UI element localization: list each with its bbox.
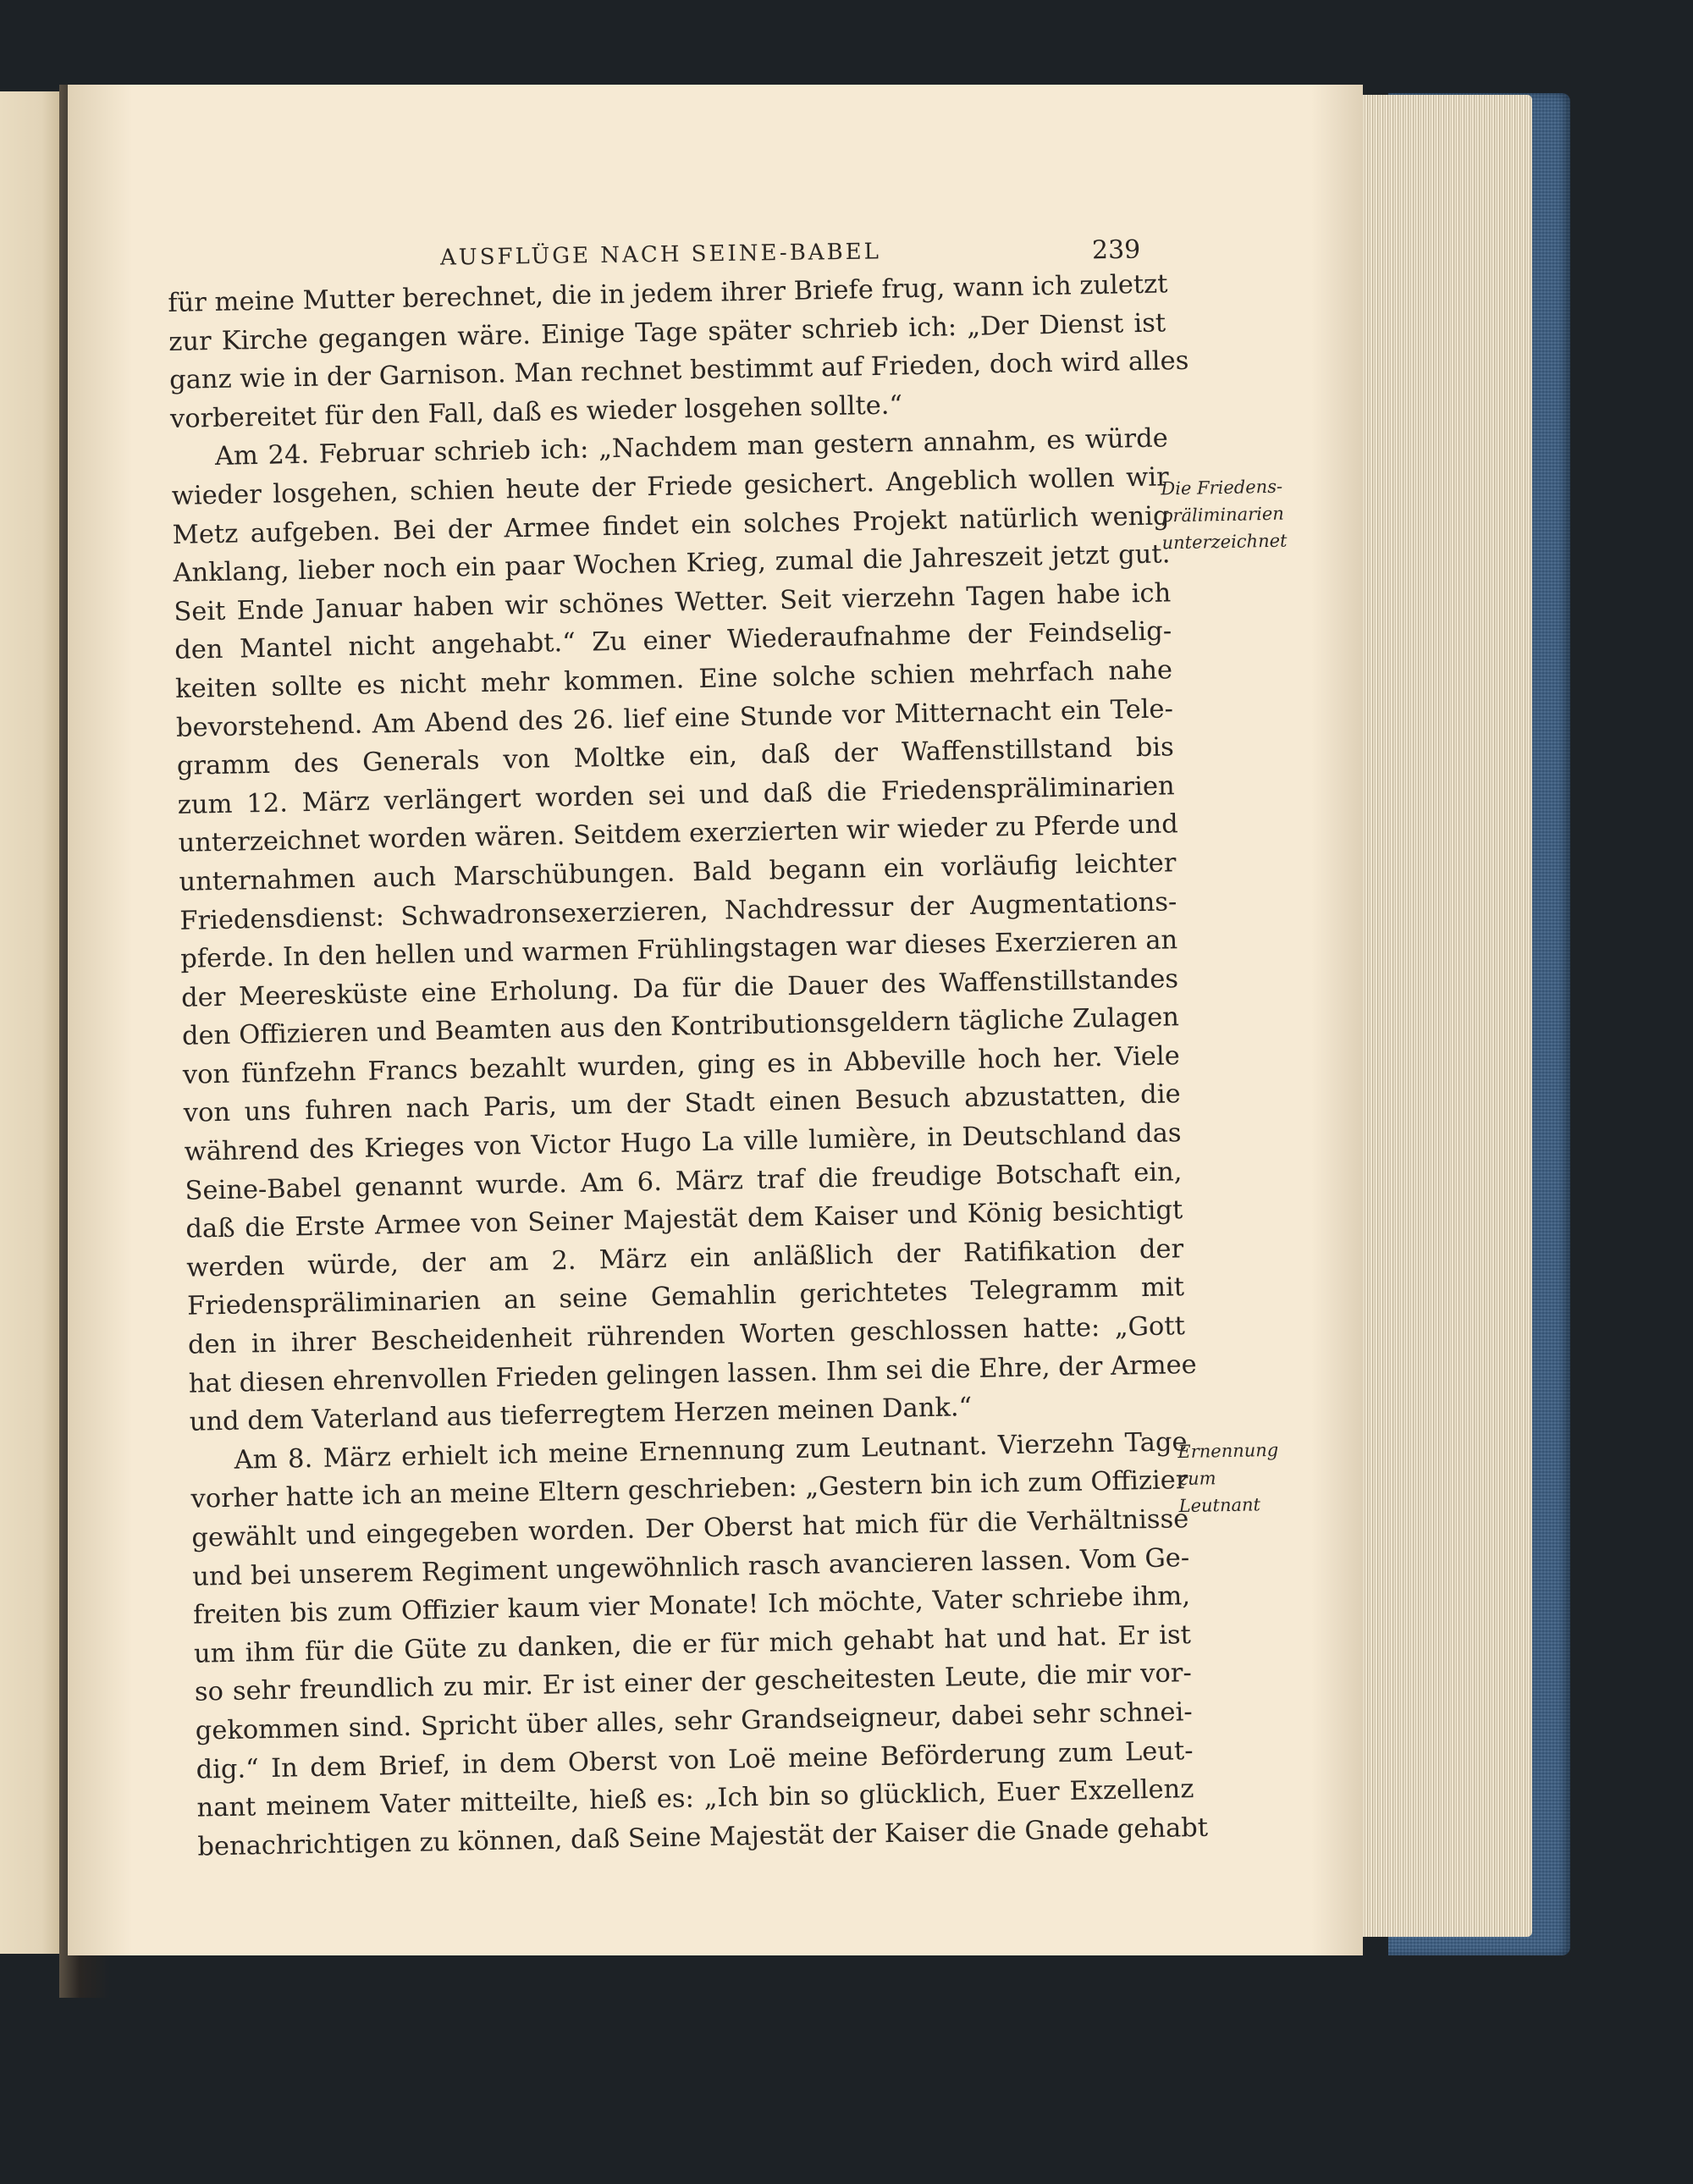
page-block-edges — [1353, 95, 1532, 1937]
text-line: Am 24. Februar schrieb ich: „Nachdem man gestern annahm, es würde — [214, 423, 1169, 472]
text-line: freiten bis zum Offizier kaum vier Monate! Ich möchte, Vater schriebe ihm, — [192, 1581, 1191, 1630]
body-text — [168, 265, 1209, 1867]
margin-note-line: Leutnant — [1178, 1494, 1261, 1517]
running-head: AUSFLÜGE NACH SEINE-BABEL — [439, 239, 882, 271]
page-number: 239 — [1091, 234, 1141, 266]
text-line: keiten sollte es nicht mehr kommen. Eine solche schien mehrfach nahe — [174, 655, 1173, 704]
text-line: von uns fuhren nach Paris, um der Stadt einen Besuch abzustatten, die — [183, 1079, 1181, 1129]
text-line: während des Krieges von Victor Hugo La ville lumière, in Deutschland das — [184, 1118, 1182, 1167]
text-line: gewählt und eingegeben worden. Der Oberst hat mich für die Verhältnisse — [191, 1504, 1189, 1553]
text-line: benachrichtigen zu können, daß Seine Majestät der Kaiser die Gnade gehabt — [197, 1812, 1209, 1862]
margin-note — [1161, 473, 1288, 557]
text-line: Friedenspräliminarien an seine Gemahlin gerichtetes Telegramm mit — [186, 1272, 1185, 1322]
margin-note-line: Ernennung — [1177, 1439, 1279, 1463]
text-line: werden würde, der am 2. März ein anläßlich der Ratifikation der — [185, 1234, 1184, 1283]
text-line: zum 12. März verlängert worden sei und daß die Friedenspräliminarien — [177, 770, 1175, 820]
text-line: für meine Mutter berechnet, die in jedem ihrer Briefe frug, wann ich zuletzt — [168, 269, 1168, 318]
text-line: Seine-Babel genannt wurde. Am 6. März traf die freudige Botschaft ein, — [185, 1156, 1183, 1206]
text-line: dig.“ In dem Brief, in dem Oberst von Loë meine Beförderung zum Leut- — [196, 1735, 1194, 1785]
text-line: Friedensdienst: Schwadronsexerzieren, Nachdressur der Augmentations- — [179, 886, 1177, 936]
text-line: zur Kirche gegangen wäre. Einige Tage später schrieb ich: „Der Dienst ist — [168, 307, 1166, 357]
text-line: nant meinem Vater mitteilte, hieß es: „Ich bin so glücklich, Euer Exzellenz — [196, 1774, 1194, 1823]
text-line: von fünfzehn Francs bezahlt wurden, ging es in Abbeville hoch her. Viele — [182, 1041, 1181, 1090]
text-line: den Offizieren und Beamten aus den Kontributionsgeldern tägliche Zulagen — [181, 1002, 1180, 1052]
text-line: und bei unserem Regiment ungewöhnlich rasch avancieren lassen. Vom Ge- — [191, 1542, 1190, 1592]
margin-note-line: unterzeichnet — [1161, 530, 1288, 554]
text-line: daß die Erste Armee von Seiner Majestät dem Kaiser und König besichtigt — [185, 1195, 1183, 1245]
text-line: Am 8. März erhielt ich meine Ernennung zum Leutnant. Vierzehn Tage — [234, 1426, 1188, 1475]
text-line: bevorstehend. Am Abend des 26. lief eine Stunde vor Mitternacht ein Tele- — [175, 693, 1174, 743]
text-line: so sehr freundlich zu mir. Er ist einer der gescheitesten Leute, die mir vor- — [194, 1658, 1193, 1708]
text-line: gramm des Generals von Moltke ein, daß der Waffenstillstand bis — [176, 732, 1175, 782]
text-line: pferde. In den hellen und warmen Frühlingstagen war dieses Exerzieren an — [179, 925, 1178, 974]
text-line: wieder losgehen, schien heute der Friede gesichert. Angeblich wollen wir — [171, 462, 1169, 511]
margin-note — [1177, 1437, 1280, 1519]
margin-note-line: zum — [1177, 1468, 1216, 1490]
text-line: ganz wie in der Garnison. Man rechnet bestimmt auf Frieden, doch wird alles — [168, 346, 1189, 396]
text-line: den Mantel nicht angehabt.“ Zu einer Wiederaufnahme der Feindselig- — [174, 616, 1172, 666]
text-line: Metz aufgeben. Bei der Armee findet ein solches Projekt natürlich wenig — [172, 500, 1170, 550]
text-line: gekommen sind. Spricht über alles, sehr Grandseigneur, dabei sehr schnei- — [195, 1697, 1193, 1746]
text-line: um ihm für die Güte zu danken, die er für mich gehabt hat und hat. Er ist — [193, 1619, 1192, 1669]
text-line: und dem Vaterland aus tieferregtem Herzen meinen Dank.“ — [189, 1393, 973, 1437]
text-line: Seit Ende Januar haben wir schönes Wetter. Seit vierzehn Tagen habe ich — [174, 578, 1172, 627]
text-line: unterzeichnet worden wären. Seitdem exerzierten wir wieder zu Pferde und — [178, 809, 1179, 859]
margin-note-line: präliminarien — [1161, 503, 1285, 527]
margin-note-line: Die Friedens- — [1161, 476, 1283, 499]
text-line: unternahmen auch Marschübungen. Bald begann ein vorläufig leichter — [179, 848, 1177, 897]
text-line: Anklang, lieber noch ein paar Wochen Krieg, zumal die Jahreszeit jetzt gut. — [173, 539, 1171, 589]
text-line: der Meeresküste eine Erholung. Da für die Dauer des Waffenstillstandes — [180, 963, 1179, 1013]
text-line: hat diesen ehrenvollen Frieden gelingen lassen. Ihm sei die Ehre, der Armee — [188, 1349, 1197, 1399]
text-line: vorbereitet für den Fall, daß es wieder losgehen sollte.“ — [169, 390, 903, 434]
text-line: vorher hatte ich an meine Eltern geschrieben: „Gestern bin ich zum Offizier — [190, 1465, 1188, 1515]
text-line: den in ihrer Bescheidenheit rührenden Worten geschlossen hatte: „Gott — [187, 1311, 1186, 1360]
